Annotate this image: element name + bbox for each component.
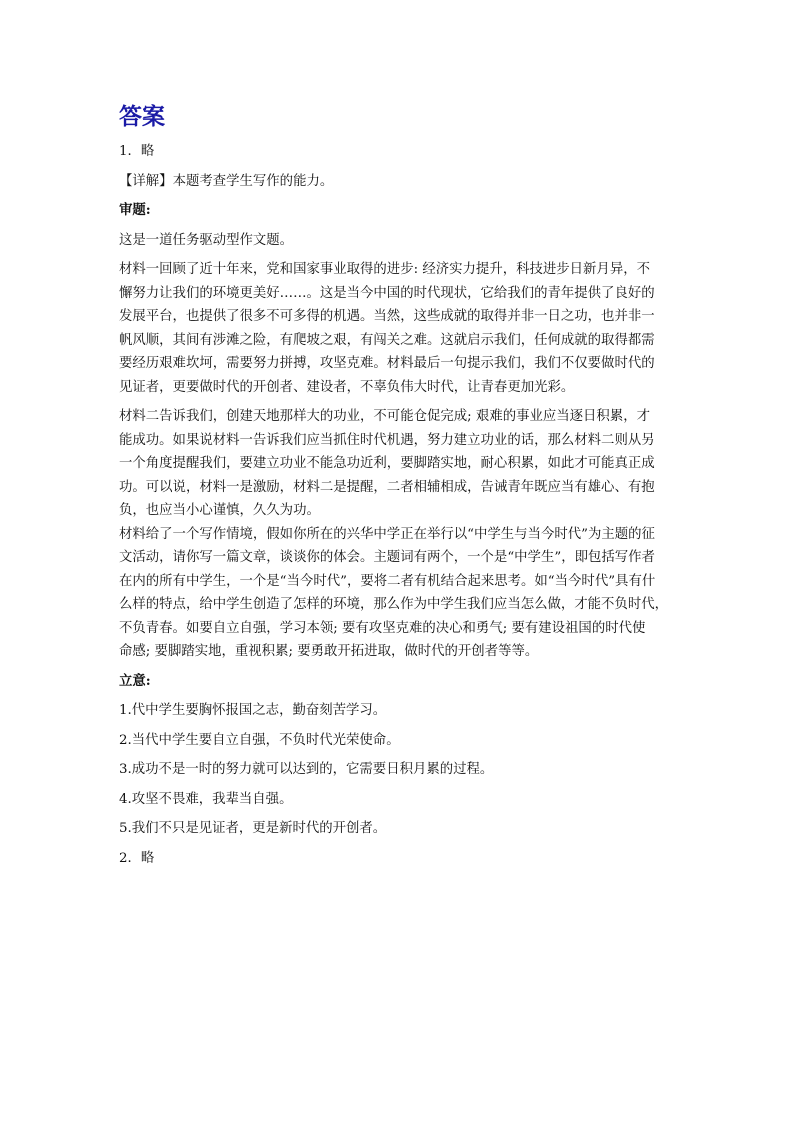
liyi-label: 立意: bbox=[119, 672, 151, 689]
paragraph-line: 么样的特点，给中学生创造了怎样的环境，那么作为中学生我们应当怎么做，才能不负时代， bbox=[119, 597, 669, 612]
liyi-point: 1.代中学生要胸怀报国之志，勤奋刻苦学习。 bbox=[119, 703, 387, 718]
paragraph-line: 在内的所有中学生，一个是“当今时代”，要将二者有机结合起来思考。如“当今时代”具有什 bbox=[119, 573, 656, 589]
paragraph-line: 材料二告诉我们，创建天地那样大的功业，不可能仓促完成; 艰难的事业应当逐日积累，才 bbox=[119, 409, 650, 424]
paragraph-line: 懈努力让我们的环境更美好……。这是当今中国的时代现状，它给我们的青年提供了良好的 bbox=[119, 285, 655, 301]
item-1-number: 1．略 bbox=[119, 144, 155, 159]
liyi-point: 3.成功不是一时的努力就可以达到的，它需要日积月累的过程。 bbox=[119, 762, 494, 777]
paragraph-line: 材料一回顾了近十年来，党和国家事业取得的进步: 经济实力提升，科技进步日新月异，不 bbox=[119, 262, 650, 277]
paragraph-line: 能成功。如果说材料一告诉我们应当抓住时代机遇，努力建立功业的话，那么材料二则从另 bbox=[119, 432, 655, 448]
liyi-point: 4.攻坚不畏难，我辈当自强。 bbox=[119, 791, 293, 807]
liyi-points bbox=[119, 699, 679, 841]
paragraph-line: 功。可以说，材料一是激励，材料二是提醒，二者相辅相成，告诫青年既应当有雄心、有抱 bbox=[119, 479, 655, 495]
shenti-label: 审题: bbox=[119, 202, 151, 218]
answer-page bbox=[119, 100, 679, 870]
shenti-paragraph-2 bbox=[119, 405, 679, 523]
paragraph-line: 见证者，更要做时代的开创者、建设者，不辜负伟大时代，让青春更加光彩。 bbox=[119, 379, 575, 395]
paragraph-line: 文活动，请你写一篇文章，谈谈你的体会。主题词有两个，一个是“中学生”，即包括写作者 bbox=[119, 550, 655, 565]
paragraph-line: 命感; 要脚踏实地，重视积累; 要勇敢开拓进取，做时代的开创者等等。 bbox=[119, 644, 539, 659]
paragraph-line: 负，也应当小心谨慎，久久为功。 bbox=[119, 503, 320, 518]
liyi-point: 5.我们不只是见证者，更是新时代的开创者。 bbox=[119, 821, 387, 836]
paragraph-line: 发展平台，也提供了很多不可多得的机遇。当然，这些成就的取得并非一日之功，也并非一 bbox=[119, 309, 655, 324]
detail-tag: 【详解】 bbox=[119, 173, 173, 189]
shenti-paragraph-1 bbox=[119, 258, 679, 399]
detail-text: 本题考查学生写作的能力。 bbox=[172, 173, 334, 189]
shenti-paragraph-3 bbox=[119, 523, 679, 664]
paragraph-line: 不负青春。如要自立自强，学习本领; 要有攻坚克难的决心和勇气; 要有建设祖国的时代使 bbox=[119, 620, 646, 636]
page-title: 答案 bbox=[119, 103, 165, 130]
paragraph-line: 一个角度提醒我们，要建立功业不能急功近利，要脚踏实地，耐心积累，如此才可能真正成 bbox=[119, 456, 655, 471]
liyi-point: 2.当代中学生要自立自强，不负时代光荣使命。 bbox=[119, 732, 400, 748]
detail-line bbox=[119, 170, 679, 194]
paragraph-line: 帆风顺，其间有涉滩之险，有爬坡之艰，有闯关之难。这就启示我们，任何成就的取得都需 bbox=[119, 332, 655, 348]
item-2-number: 2．略 bbox=[119, 850, 155, 866]
paragraph-line: 材料给了一个写作情境，假如你所在的兴华中学正在举行以“中学生与当今时代”为主题的征 bbox=[119, 526, 655, 542]
shenti-intro: 这是一道任务驱动型作文题。 bbox=[119, 232, 294, 248]
paragraph-line: 要经历艰难坎坷，需要努力拼搏，攻坚克难。材料最后一句提示我们，我们不仅要做时代的 bbox=[119, 356, 655, 371]
